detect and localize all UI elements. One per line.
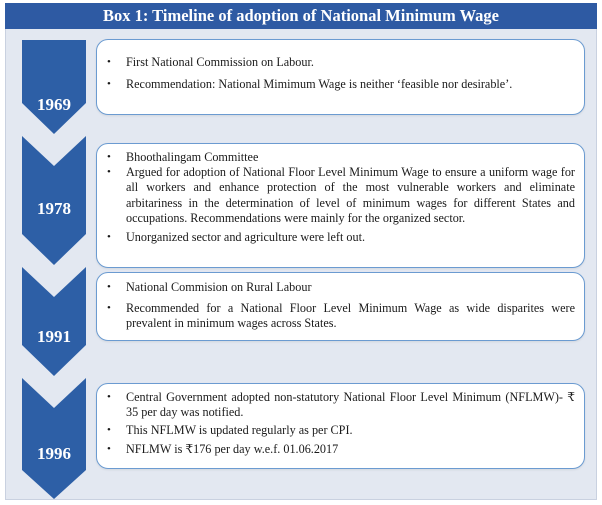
- entry-card-1978: [96, 143, 585, 268]
- chevron-1969: [22, 40, 86, 134]
- year-label-1991: 1991: [37, 327, 71, 346]
- box-title: Box 1: Timeline of adoption of National Minimum Wage: [5, 3, 597, 29]
- year-label-1978: 1978: [37, 199, 71, 218]
- entry-bullet: • This NFLMW is updated regularly as per CPI.: [103, 423, 575, 438]
- entry-bullet: • National Commision on Rural Labour: [103, 280, 575, 295]
- year-label-1996: 1996: [37, 444, 71, 463]
- entry-bullet: • Argued for adoption of National Floor Level Minimum Wage to ensure a uniform wage for all workers and enhance protection of the most vulnerable workers and eliminate arbitariness in the determination of level of minimum wages for different States and occupations. Recommendations were mainly for the organized sector.: [103, 165, 575, 226]
- entry-bullet: • Recommendation: National Mimimum Wage is neither ‘feasible nor desirable’.: [103, 77, 575, 92]
- entry-card-1996: [96, 383, 585, 469]
- entry-bullet: • Bhoothalingam Committee: [103, 150, 575, 165]
- chevron-1991: [22, 267, 86, 376]
- chevron-1996: [22, 378, 86, 499]
- entry-bullet: • Unorganized sector and agriculture were left out.: [103, 230, 575, 245]
- entry-bullet: • Central Government adopted non-statutory National Floor Level Minimum (NFLMW)- ₹ 35 per day was notified.: [103, 390, 575, 420]
- entry-card-1969: [96, 39, 585, 115]
- entry-card-1991: [96, 272, 585, 341]
- year-label-1969: 1969: [37, 95, 71, 114]
- entry-bullet: • First National Commission on Labour.: [103, 55, 575, 70]
- entry-bullet: • NFLMW is ₹176 per day w.e.f. 01.06.2017: [103, 442, 575, 457]
- entry-bullet: • Recommended for a National Floor Level Minimum Wage as wide disparites were prevalent in minimum wages across States.: [103, 301, 575, 331]
